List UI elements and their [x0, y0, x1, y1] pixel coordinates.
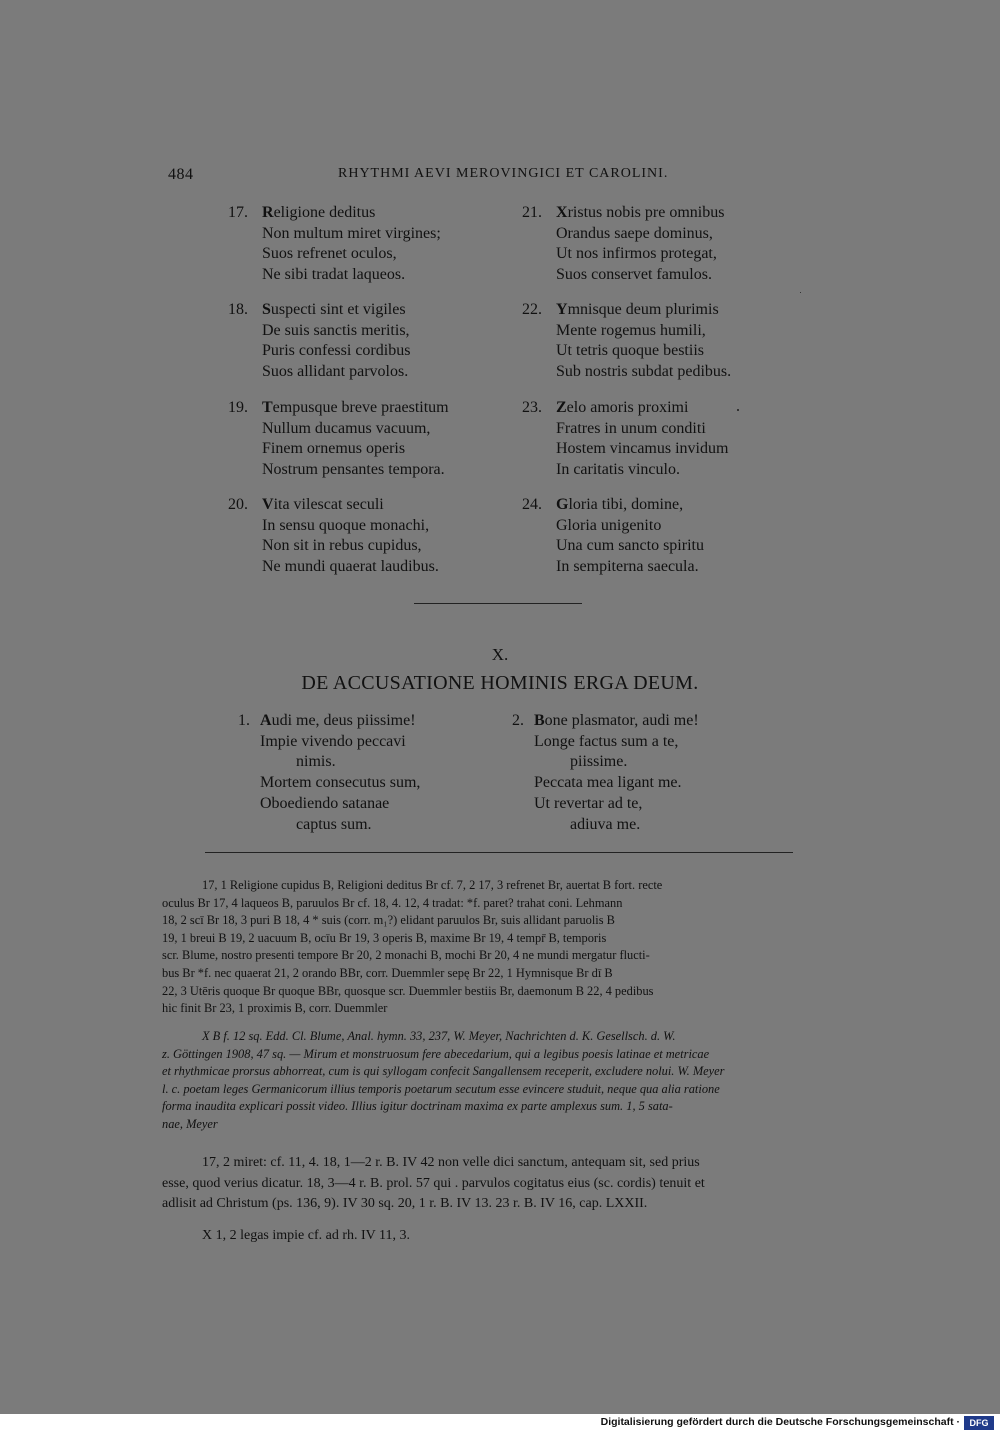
- note-line: 17, 1 Religione cupidus B, Religioni deditus Br cf. 7, 2 17, 3 refrenet Br, auertat B fort. recte: [202, 878, 663, 892]
- verse-line: Suos refrenet oculos,: [262, 245, 397, 263]
- funding-notice: Digitalisierung gefördert durch die Deutsche Forschungsgemeinschaft ·: [600, 1416, 960, 1428]
- note-line: et rhythmicae prorsus abhorreat, cum is qui syllogam confecit Sangallensem receperit, excludere nolui. W. Meyer: [162, 1064, 725, 1079]
- footer-bar: [0, 1414, 1000, 1434]
- note-line: 22, 3 Utēris quoque Br quoque BBr, quosque scr. Duemmler bestiis Br, daemonum B 22, 4 pedibus: [162, 983, 654, 998]
- note-line: 17, 2 miret: cf. 11, 4. 18, 1—2 r. B. IV 42 non velle dici sanctum, antequam sit, sed prius: [202, 1155, 700, 1170]
- verse-line: Ne mundi quaerat laudibus.: [262, 558, 439, 576]
- note-line: nae, Meyer: [162, 1116, 218, 1131]
- note-line: esse, quod verius dicatur. 18, 3—4 r. B. prol. 57 qui . parvulos cogitatus eius (sc. cordis) tenuit et: [162, 1175, 705, 1191]
- stanza-17: [228, 203, 441, 286]
- stanza-number: 23.: [522, 399, 542, 416]
- verse-line: Suos conservet famulos.: [556, 266, 712, 284]
- verse-line: Suos allidant parvolos.: [262, 363, 409, 381]
- verse-line: Nullum ducamus vacuum,: [262, 419, 431, 437]
- x-stanza-1: [238, 711, 421, 835]
- verse-line: Puris confessi cordibus: [262, 342, 411, 360]
- scan-speck: [737, 409, 739, 411]
- verse-line: nimis.: [296, 753, 336, 771]
- poem-title: DE ACCUSATIONE HOMINIS ERGA DEUM.: [301, 672, 699, 694]
- verse-line: Ymnisque deum plurimis: [556, 301, 719, 318]
- acrostic-initial: Y: [556, 301, 568, 318]
- acrostic-initial: T: [262, 399, 273, 416]
- stanza-number: 22.: [522, 301, 542, 318]
- page-number: 484: [168, 166, 194, 183]
- stanza-19: [228, 398, 449, 481]
- verse-line: In caritatis vinculo.: [556, 461, 680, 479]
- acrostic-initial: X: [556, 204, 568, 221]
- verse-line: Ne sibi tradat laqueos.: [262, 266, 406, 284]
- verse-line: Xristus nobis pre omnibus: [556, 204, 725, 221]
- acrostic-initial: S: [262, 301, 271, 318]
- verse-line: Fratres in unum conditi: [556, 419, 706, 437]
- verse-line: Non multum miret virgines;: [262, 224, 441, 242]
- note-line: 18, 2 scī Br 18, 3 puri B 18, 4 * suis (corr. m₁?) elidant paruulos Br, suis allidant paruolis B: [162, 913, 615, 928]
- verse-line: piissime.: [570, 753, 628, 771]
- verse-line: Ut nos infirmos protegat,: [556, 245, 717, 263]
- running-title: RHYTHMI AEVI MEROVINGICI ET CAROLINI.: [338, 166, 669, 181]
- verse-line: Suspecti sint et vigiles: [262, 301, 406, 318]
- verse-line: Peccata mea ligant me.: [534, 774, 682, 792]
- verse-line: Impie vivendo peccavi: [260, 732, 406, 750]
- stanza-21: [522, 203, 725, 286]
- x-source-note: [162, 1227, 834, 1245]
- verse-line: captus sum.: [296, 815, 372, 833]
- verse-line: Gloria unigenito: [556, 516, 662, 534]
- acrostic-initial: Z: [556, 399, 567, 416]
- verse-line: Sub nostris subdat pedibus.: [556, 363, 732, 381]
- scan-speck: [800, 292, 801, 293]
- verse-line: Tempusque breve praestitum: [262, 399, 449, 416]
- stanza-number: 17.: [228, 204, 248, 221]
- note-line: z. Göttingen 1908, 47 sq. — Mirum et monstruosum fere abecedarium, qui a legibus poesis latinae et metricae: [162, 1046, 710, 1061]
- verse-line: De suis sanctis meritis,: [262, 321, 410, 339]
- note-line: adlisit ad Christum (ps. 136, 9). IV 30 sq. 20, 1 r. B. IV 13. 23 r. B. IV 16, cap. LXXII.: [162, 1196, 648, 1211]
- verse-line: Hostem vincamus invidum: [556, 440, 729, 458]
- note-line: X B f. 12 sq. Edd. Cl. Blume, Anal. hymn. 33, 237, W. Meyer, Nachrichten d. K. Gesellsch. d. W.: [202, 1029, 676, 1043]
- verse-line: Ut tetris quoque bestiis: [556, 342, 704, 360]
- verse-line: Mente rogemus humili,: [556, 321, 706, 339]
- acrostic-initial: R: [262, 204, 274, 221]
- stanza-number: 2.: [512, 712, 524, 729]
- verse-line: Religione deditus: [262, 204, 376, 221]
- stanza-number: 19.: [228, 399, 248, 416]
- stanza-23: [522, 398, 729, 481]
- verse-line: In sensu quoque monachi,: [262, 516, 430, 534]
- note-line: X 1, 2 legas impie cf. ad rh. IV 11, 3.: [202, 1228, 411, 1243]
- notes-divider: [205, 852, 793, 853]
- stanza-18: [228, 300, 411, 383]
- note-line: forma inaudita explicari possit video. Illius igitur doctrinam maxima ex parte amplexus sum. 1, 5 sata-: [162, 1099, 673, 1114]
- verse-line: Longe factus sum a te,: [534, 732, 679, 750]
- acrostic-initial: A: [260, 712, 272, 729]
- verse-line: In sempiterna saecula.: [556, 558, 699, 576]
- verse-line: Zelo amoris proximi: [556, 399, 689, 416]
- acrostic-initial: G: [556, 496, 569, 513]
- acrostic-initial: V: [262, 496, 274, 513]
- note-line: scr. Blume, nostro presenti tempore Br 20, 2 monachi B, mochi Br 20, 4 ne mundi mergatur flucti-: [162, 948, 650, 963]
- verse-line: Una cum sancto spiritu: [556, 537, 704, 555]
- note-line: l. c. poetam leges Germanicorum illius temporis poetarum secutum esse evincere studuit, neque qua alia ratione: [162, 1081, 720, 1096]
- verse-line: Bone plasmator, audi me!: [534, 712, 699, 729]
- dfg-logo[interactable]: DFG: [964, 1416, 994, 1430]
- stanza-number: 1.: [238, 712, 250, 729]
- stanza-22: [522, 300, 732, 383]
- verse-line: adiuva me.: [570, 815, 641, 833]
- acrostic-initial: B: [534, 712, 545, 729]
- source-notes: [162, 1153, 834, 1215]
- stanza-number: 24.: [522, 496, 542, 513]
- section-divider: [414, 603, 582, 604]
- verse-line: Mortem consecutus sum,: [260, 774, 421, 792]
- apparatus-notes: [162, 877, 834, 1018]
- verse-line: Nostrum pensantes tempora.: [262, 461, 445, 479]
- verse-line: Audi me, deus piissime!: [260, 712, 416, 729]
- note-line: oculus Br 17, 4 laqueos B, paruulos Br cf. 18, 4. 12, 4 tradat: *f. paret? trahat coni. Lehmann: [162, 895, 623, 910]
- stanza-number: 20.: [228, 496, 248, 513]
- stanza-24: [522, 495, 704, 578]
- stanza-number: 21.: [522, 204, 542, 221]
- section-numeral: X.: [491, 645, 509, 664]
- stanza-20: [228, 495, 439, 578]
- verse-line: Vita vilescat seculi: [262, 496, 384, 513]
- note-line: 19, 1 breui B 19, 2 uacuum B, ocīu Br 19, 3 operis B, maxime Br 19, 4 tempr̄ B, temporis: [162, 930, 607, 945]
- verse-line: Orandus saepe dominus,: [556, 224, 713, 242]
- note-line: bus Br *f. nec quaerat 21, 2 orando BBr, corr. Duemmler sepę Br 22, 1 Hymnisque Br dī B: [162, 965, 613, 980]
- verse-line: Oboediendo satanae: [260, 794, 390, 812]
- verse-line: Gloria tibi, domine,: [556, 496, 684, 513]
- stanza-number: 18.: [228, 301, 248, 318]
- edition-notes: [162, 1028, 834, 1134]
- x-stanza-2: [512, 711, 699, 835]
- verse-line: Ut revertar ad te,: [534, 794, 643, 812]
- verse-line: Non sit in rebus cupidus,: [262, 537, 422, 555]
- verse-line: Finem ornemus operis: [262, 440, 406, 458]
- note-line: hic finit Br 23, 1 proximis B, corr. Duemmler: [162, 1001, 388, 1016]
